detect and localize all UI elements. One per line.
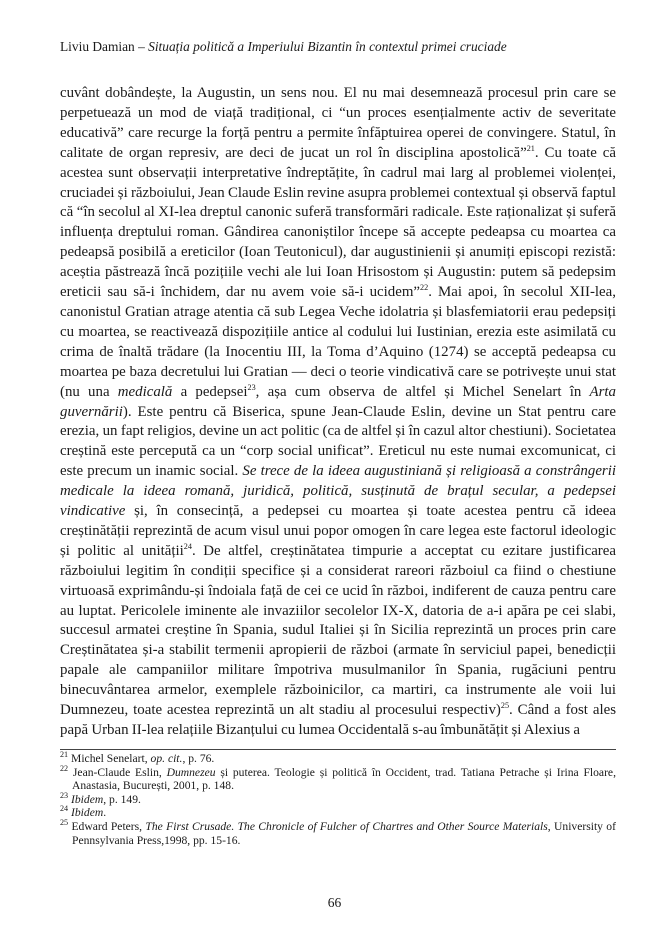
footnote-emphasis: Ibidem (71, 792, 104, 806)
header-author: Liviu Damian (60, 39, 135, 54)
text-segment: ). Este pentru că Biserica, spune Jean-Claude Eslin, devine un Stat pentru care erezia, un fapt religios, devine un act politic (ca de altfel și în cazul altor chestiuni). Societatea creștină este percepută ca un “corp social unificat”. Ereticul nu este numai excomunicat, ci este precum un inamic social. (60, 403, 616, 480)
footnote-emphasis: The First Crusade. The Chronicle of Fulcher of Chartres and Other Source Materials (145, 819, 548, 833)
header-separator: – (134, 39, 149, 54)
footnote-emphasis: op. cit. (150, 752, 183, 765)
footnote-number: 21 (60, 750, 69, 760)
text-segment: . Cu toate că acestea sunt observații interpretative îndreptățite, în cadrul mai larg al problemei violenței, cruciadei și războiului, Jean Claude Eslin revine asupra problemei contextual și observă faptul că “în secolul al XI-lea dreptul canonic suferă transformări radicale. Este raționalizat și suferă influența dreptului roman. Gândirea canoniștilor începe să accepte pedeapsa cu moartea ca pedeapsă posibilă a ereticilor (Ioan Teutonicul), dar augustinienii și anumiți episcopi rezistă: aceștia păstrează încă pozițiile vechi ale lui Ioan Hrisostom și Augustin: putem să pedepsim ereticii sau să-i închidem, dar nu avem voie să-i ucidem” (60, 144, 616, 301)
footnote-number: 25 (60, 818, 69, 828)
footnote-text: . (103, 806, 107, 820)
footnote-23 (60, 790, 616, 807)
footnote-emphasis: Ibidem (71, 806, 104, 820)
footnote-ref-23: 23 (247, 382, 256, 392)
footnote-text: Jean-Claude Eslin, (72, 765, 167, 779)
footnote-emphasis: Dumnezeu (166, 765, 216, 779)
text-segment: și, în consecință, a pedepsei cu moartea și toate acestea pentru că ideea creștinătății reprezintă de acum visul unui popor omogen în care legea este factorul ideologic și politic al unității (60, 503, 616, 559)
text-segment: a pedepsei (172, 383, 248, 400)
footnotes (60, 749, 616, 847)
footnote-ref-22: 22 (420, 283, 429, 293)
header-title: Situația politică a Imperiului Bizantin în contextul primei cruciade (148, 39, 507, 54)
footnote-text: Edward Peters, (71, 819, 146, 833)
footnote-text: , p. 149. (103, 792, 141, 806)
footnote-number: 23 (60, 790, 69, 800)
body-paragraph (60, 84, 616, 741)
text-segment: cuvânt dobândește, la Augustin, un sens nou. El nu mai desemnează procesul prin care se perpetuează un mod de viață tradițional, ci “un proces esențialmente activ de severitate educativă” care recurge la forță pentru a permite înfăptuirea operei de convingere. Statul, în calitate de organ represiv, are deci de jucat un rol în disciplina apostolică” (60, 85, 616, 161)
footnote-number: 22 (60, 763, 69, 773)
running-header (60, 39, 620, 55)
page-number: 66 (327, 895, 342, 910)
text-segment: . Mai apoi, în secolul XII-lea, canonistul Gratian atrage atentia că sub Legea Veche idolatria și blasfemiatorii erau pedepsiți cu moartea, se reactivează dispozițiile antice al codului lui Iustinian, erezia este asimilată cu crima de înaltă trădare (la Inocentiu III, la Toma d’Aquino (1274) se acceptă pedeapsa cu moartea pe baza decretului lui Gratian — deci o teorie vindicativă care se potrivește unui stat (nu una (60, 284, 616, 400)
text-segment: . Când a fost ales papă Urban II-lea relațiile Bizanțului cu lumea Occidentală s-au îmbunătățit și Alexius a (60, 702, 616, 738)
footnote-ref-24: 24 (183, 541, 192, 551)
text-emphasis: Arta guvernării (60, 383, 617, 420)
footnote-number: 24 (60, 804, 69, 814)
footnote-text: și puterea. Teologie și politică în Occident, trad. Tatiana Petrache și Irina Floare, Anastasia, București, 2001, p. 148. (72, 765, 616, 793)
footnote-24 (60, 806, 616, 820)
footnote-22 (60, 763, 616, 793)
footnote-text: , p. 76. (182, 752, 215, 765)
footnote-21 (60, 752, 616, 766)
body-text (60, 84, 616, 741)
footnote-ref-25: 25 (500, 701, 510, 711)
text-segment: , așa cum observa de altfel și Michel Senelart în (255, 383, 590, 400)
footnote-ref-21: 21 (526, 143, 535, 153)
footnote-25 (60, 820, 616, 847)
text-emphasis: medicală (117, 383, 173, 400)
text-segment: . De altfel, creștinătatea timpurie a acceptat cu ezitare justificarea războiului legitim în condiții specifice și a considerat rareori războiul ca fiind o chestiune virtuoasă exprimându-și îndoiala față de cei ce ucid în război, indiferent de cauza pentru care au luptat. Pericolele iminente ale invaziilor secolelor IX-X, datoria de a-i apăra pe cei slabi, succesul armatei creștine în Spania, sudul Italiei și în Sicilia reprezintă un proces prin care Creștinătatea și-a stabilit termenii apropierii de război (armate în serviciul papei, benedicții papale ale campaniilor militare împotriva musulmanilor în Spania, rugăciuni pentru binecuvântarea armelor, exemplele războinicilor, ca martiri, ca instrumente ale voii lui Dumnezeu, toate acestea reprezintă un alt stadiu al procesului respectiv) (60, 542, 616, 719)
text-emphasis: Se trece de la ideea augustiniană și religioasă a constrângerii medicale la ideea romană, juridică, politică, susținută de brațul secular, a pedepsei vindicative (60, 463, 617, 520)
footnote-text: , University of Pennsylvania Press,1998, pp. 15-16. (72, 819, 616, 847)
footnote-text: Michel Senelart, (71, 752, 151, 765)
